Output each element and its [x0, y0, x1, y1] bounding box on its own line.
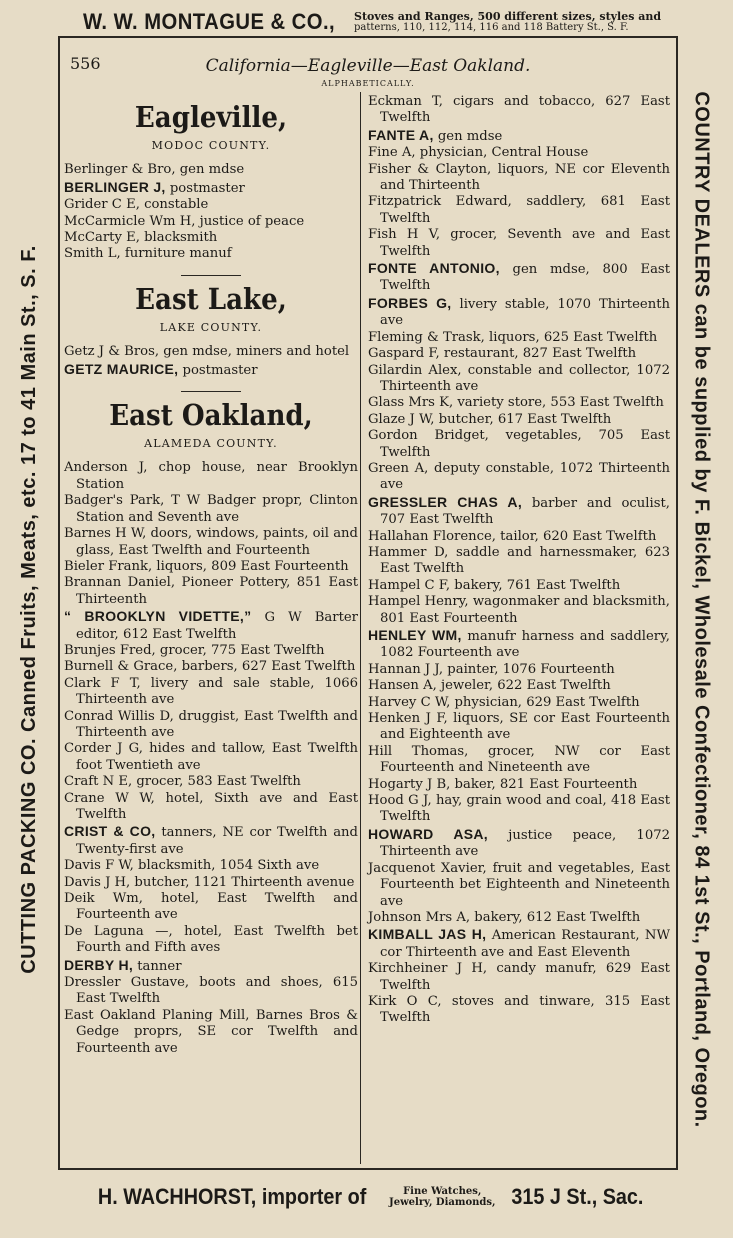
left-column: [64, 94, 358, 1057]
entry-text: postmaster: [165, 180, 245, 196]
left-margin-advertisement: [8, 44, 50, 1174]
directory-entry: [368, 545, 670, 578]
directory-entry: [64, 676, 358, 709]
directory-entry: [64, 924, 358, 957]
entry-text: G W Barter editor, 612 East Twelfth: [76, 610, 358, 642]
entry-text: Glass Mrs K, variety store, 553 East Twelfth: [368, 395, 664, 411]
entry-name: CRIST & CO,: [64, 823, 156, 840]
entry-text: Green A, deputy constable, 1072 Thirteenth ave: [368, 460, 670, 493]
directory-entry: [64, 344, 358, 360]
directory-entry: [368, 711, 670, 744]
directory-entry: [64, 559, 358, 575]
directory-entry: [64, 659, 358, 675]
directory-entry: [64, 791, 358, 824]
entry-text: gen mdse: [433, 128, 503, 144]
entry-text: Dressler Gustave, boots and shoes, 615 East Twelfth: [64, 975, 358, 1007]
directory-entry: [368, 529, 670, 545]
entry-text: Kirk O C, stoves and tinware, 315 East Twelfth: [368, 993, 670, 1026]
directory-entry: [64, 361, 358, 379]
directory-entry: [64, 823, 358, 858]
right-column: [368, 94, 670, 1027]
entry-text: Glaze J W, butcher, 617 East Twelfth: [368, 411, 612, 427]
entry-text: Hampel C F, bakery, 761 East Twelfth: [368, 577, 621, 593]
entry-text: justice peace, 1072 Thirteenth ave: [380, 827, 670, 860]
directory-entry: [368, 461, 670, 494]
entry-name: DERBY H,: [64, 956, 134, 973]
directory-entry: [64, 197, 358, 213]
directory-entry: [368, 961, 670, 994]
section-rule: [181, 391, 241, 392]
right-ad-text: COUNTRY DEALERS can be supplied by F. Bickel, Wholesale Confectioner, 84 1st St., Portland, Oregon.: [690, 90, 713, 1128]
right-margin-advertisement: [680, 44, 722, 1174]
entry-text: Kirchheiner J H, candy manufr, 629 East Twelfth: [368, 961, 670, 993]
entry-text: Fisher & Clayton, liquors, NE cor Eleventh and Thirteenth: [368, 161, 670, 194]
bottom-ad-goods-1: Fine Watches,: [403, 1186, 482, 1197]
directory-entry: [64, 460, 358, 493]
entry-name: KIMBALL JAS H,: [368, 926, 487, 943]
entry-text: Smith L, furniture manuf: [64, 246, 232, 262]
entry-text: Hansen A, jeweler, 622 East Twelfth: [368, 678, 611, 694]
top-ad-details: [354, 11, 661, 33]
page-subtitle: ALPHABETICALLY.: [321, 79, 415, 88]
entry-text: Brannan Daniel, Pioneer Pottery, 851 East Thirteenth: [64, 575, 358, 607]
left-ad-text: CUTTING PACKING CO. Canned Fruits, Meats, etc. 17 to 41 Main St., S. F.: [17, 244, 40, 974]
directory-entry: [368, 194, 670, 227]
entry-text: McCarmicle Wm H, justice of peace: [64, 213, 305, 229]
directory-entry: [368, 910, 670, 926]
directory-entry: [64, 608, 358, 643]
entry-text: Henken J F, liquors, SE cor East Fourteenth and Eighteenth ave: [368, 711, 670, 743]
directory-entry: [368, 428, 670, 461]
entry-text: Hogarty J B, baker, 821 East Fourteenth: [368, 776, 638, 792]
directory-entry: [64, 493, 358, 526]
bottom-advertisement: [0, 1172, 733, 1222]
column-divider: [360, 92, 361, 1164]
directory-entry: [368, 594, 670, 627]
entry-text: Johnson Mrs A, bakery, 612 East Twelfth: [368, 909, 641, 925]
directory-entry: [368, 260, 670, 295]
entry-name: GETZ MAURICE,: [64, 360, 179, 377]
page-header: [60, 54, 676, 94]
entry-text: Hood G J, hay, grain wood and coal, 418 East Twelfth: [368, 793, 670, 825]
entry-text: Craft N E, grocer, 583 East Twelfth: [64, 774, 301, 790]
town-heading: East Oakland,: [109, 398, 313, 433]
entry-name: FANTE A,: [368, 126, 434, 143]
entry-text: Grider C E, constable: [64, 197, 209, 213]
directory-entry: [64, 741, 358, 774]
entry-name: FONTE ANTONIO,: [368, 260, 500, 277]
entry-text: Burnell & Grace, barbers, 627 East Twelfth: [64, 659, 356, 675]
directory-entry: [64, 575, 358, 608]
directory-entry: [368, 777, 670, 793]
entry-text: tanners, NE cor Twelfth and Twenty-first ave: [76, 825, 358, 857]
bottom-ad-goods-2: Jewelry, Diamonds,: [388, 1197, 496, 1208]
entry-text: Conrad Willis D, druggist, East Twelfth and Thirteenth ave: [64, 708, 358, 740]
entry-name: FORBES G,: [368, 294, 452, 311]
bottom-ad-goods: [389, 1186, 496, 1208]
entry-text: Bieler Frank, liquors, 809 East Fourteenth: [64, 558, 349, 574]
entry-text: Hannan J J, painter, 1076 Fourteenth: [368, 661, 615, 677]
entry-text: manufr harness and saddlery, 1082 Fourteenth ave: [380, 629, 670, 661]
entry-text: gen mdse, 800 East Twelfth: [380, 262, 671, 294]
directory-entry: [64, 774, 358, 790]
entry-text: Barnes H W, doors, windows, paints, oil and glass, East Twelfth and Fourteenth: [64, 526, 358, 558]
entry-name: GRESSLER CHAS A,: [368, 493, 523, 510]
directory-entry: [368, 926, 670, 961]
directory-entry: [368, 994, 670, 1027]
bottom-ad-company: H. WACHHORST, importer of: [97, 1184, 367, 1209]
directory-entry: [64, 162, 358, 178]
entry-text: De Laguna —, hotel, East Twelfth bet Fourth and Fifth aves: [64, 923, 358, 956]
entry-text: Fine A, physician, Central House: [368, 145, 589, 161]
entry-text: Hammer D, saddle and harnessmaker, 623 East Twelfth: [368, 544, 670, 577]
directory-entry: [368, 662, 670, 678]
directory-entry: [368, 412, 670, 428]
entry-text: Anderson J, chop house, near Brooklyn Station: [64, 460, 358, 492]
entry-text: Hallahan Florence, tailor, 620 East Twelfth: [368, 528, 657, 544]
directory-entry: [368, 793, 670, 826]
directory-entry: [368, 494, 670, 529]
entry-text: Fleming & Trask, liquors, 625 East Twelfth: [368, 329, 658, 345]
directory-entry: [368, 363, 670, 396]
entry-text: Brunjes Fred, grocer, 775 East Twelfth: [64, 642, 325, 658]
directory-entry: [368, 330, 670, 346]
entry-text: barber and oculist, 707 East Twelfth: [380, 495, 670, 528]
directory-entry: [368, 346, 670, 362]
entry-text: Gordon Bridget, vegetables, 705 East Twelfth: [368, 428, 670, 460]
entry-text: Jacquenot Xavier, fruit and vegetables, East Fourteenth bet Eighteenth and Nineteenth ave: [368, 860, 670, 909]
directory-entry: [64, 875, 358, 891]
directory-entry: [368, 145, 670, 161]
entry-text: Badger's Park, T W Badger propr, Clinton Station and Seventh ave: [64, 493, 358, 525]
directory-entry: [64, 246, 358, 262]
directory-entry: [368, 627, 670, 662]
directory-entry: [368, 744, 670, 777]
directory-entry: [368, 162, 670, 195]
entry-name: HOWARD ASA,: [368, 825, 488, 842]
entry-text: Gilardin Alex, constable and collector, 1072 Thirteenth ave: [368, 362, 670, 394]
entry-text: Davis J H, butcher, 1121 Thirteenth avenue: [64, 874, 355, 890]
county-heading: LAKE COUNTY.: [159, 320, 263, 334]
directory-entry: [64, 179, 358, 197]
entry-text: Corder J G, hides and tallow, East Twelfth foot Twentieth ave: [64, 741, 358, 773]
page-title: California—Eagleville—East Oakland.: [205, 56, 531, 76]
directory-entry: [368, 826, 670, 861]
entry-text: Berlinger & Bro, gen mdse: [64, 162, 245, 178]
directory-entry: [368, 227, 670, 260]
entry-text: livery stable, 1070 Thirteenth ave: [380, 296, 670, 329]
directory-entry: [64, 709, 358, 742]
top-ad-line-2: patterns, 110, 112, 114, 116 and 118 Battery St., S. F.: [354, 22, 629, 33]
entry-text: Getz J & Bros, gen mdse, miners and hotel: [64, 344, 350, 360]
directory-entry: [64, 1008, 358, 1057]
entry-text: Eckman T, cigars and tobacco, 627 East Twelfth: [368, 94, 670, 126]
top-ad-company: W. W. MONTAGUE & CO.,: [82, 9, 336, 34]
directory-entry: [368, 127, 670, 145]
directory-entry: [368, 94, 670, 127]
entry-text: Gaspard F, restaurant, 827 East Twelfth: [368, 346, 637, 362]
entry-text: American Restaurant, NW cor Thirteenth ave and East Eleventh: [380, 928, 670, 960]
directory-entry: [64, 957, 358, 975]
entry-text: Fish H V, grocer, Seventh ave and East Twelfth: [368, 227, 670, 259]
entry-text: tanner: [133, 958, 182, 974]
entry-text: East Oakland Planing Mill, Barnes Bros & Gedge proprs, SE cor Twelfth and Fourteenth ave: [64, 1007, 358, 1056]
directory-entry: [64, 526, 358, 559]
entry-text: Deik Wm, hotel, East Twelfth and Fourteenth ave: [64, 891, 358, 923]
entry-text: McCarty E, blacksmith: [64, 230, 218, 246]
entry-text: Harvey C W, physician, 629 East Twelfth: [368, 694, 640, 710]
page-number: 556: [70, 54, 101, 73]
entry-text: Hampel Henry, wagonmaker and blacksmith, 801 East Fourteenth: [368, 594, 670, 626]
directory-entry: [368, 861, 670, 910]
county-heading: MODOC COUNTY.: [151, 139, 271, 152]
directory-entry: [368, 295, 670, 330]
town-heading: East Lake,: [135, 281, 287, 316]
directory-entry: [368, 578, 670, 594]
directory-entry: [64, 230, 358, 246]
entry-text: Davis F W, blacksmith, 1054 Sixth ave: [64, 858, 320, 874]
directory-entry: [368, 678, 670, 694]
county-heading: ALAMEDA COUNTY.: [144, 437, 278, 451]
entry-text: Hill Thomas, grocer, NW cor East Fourteenth and Nineteenth ave: [368, 743, 670, 776]
top-ad-line-1: Stoves and Ranges, 500 different sizes, styles and: [354, 10, 662, 23]
entry-text: postmaster: [178, 362, 258, 378]
section-rule: [181, 275, 241, 276]
directory-entry: [64, 214, 358, 230]
directory-entry: [64, 975, 358, 1008]
entry-text: Clark F T, livery and sale stable, 1066 Thirteenth ave: [64, 675, 358, 708]
directory-entry: [64, 643, 358, 659]
directory-entry: [64, 858, 358, 874]
town-heading: Eagleville,: [134, 100, 288, 134]
entry-name: “ BROOKLYN VIDETTE,”: [64, 608, 252, 625]
directory-entry: [64, 891, 358, 924]
bottom-ad-address: 315 J St., Sac.: [510, 1184, 643, 1209]
entry-name: HENLEY WM,: [368, 627, 462, 643]
directory-entry: [368, 395, 670, 411]
directory-entry: [368, 695, 670, 711]
entry-text: Crane W W, hotel, Sixth ave and East Twelfth: [64, 790, 358, 822]
entry-text: Fitzpatrick Edward, saddlery, 681 East Twelfth: [368, 194, 670, 226]
entry-name: BERLINGER J,: [64, 178, 166, 195]
